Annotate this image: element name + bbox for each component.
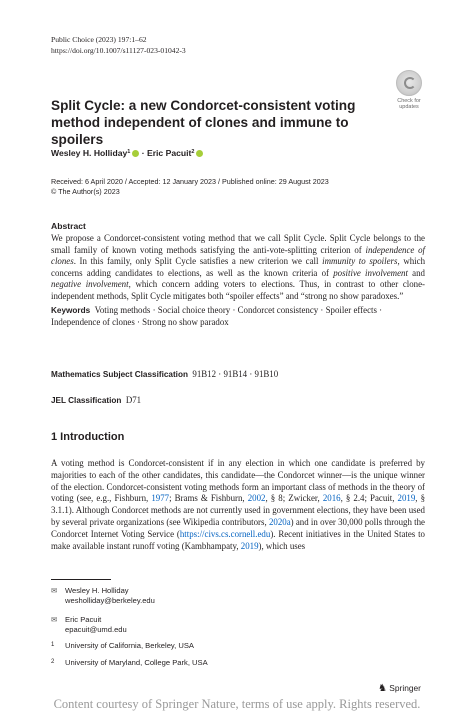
author-name[interactable]: Wesley H. Holliday	[51, 148, 128, 158]
journal-citation: Public Choice (2023) 197:1–62	[51, 35, 147, 44]
citation-link[interactable]: 2019	[397, 493, 416, 504]
publisher-logo: ♞ Springer	[378, 683, 421, 694]
check-for-updates-badge[interactable]: Check for updates	[391, 70, 427, 110]
publication-dates: Received: 6 April 2020 / Accepted: 12 January 2023 / Published online: 29 August 2023 © The Author(s) 2023	[51, 177, 329, 196]
footnote-divider	[51, 579, 111, 580]
civs-url-link[interactable]: https://civs.cs.cornell.edu	[179, 528, 271, 539]
correspondence-email[interactable]: epacuit@umd.edu	[65, 625, 127, 634]
abstract-body: We propose a Condorcet-consistent voting method that we call Split Cycle. Split Cycle belongs to the small family of known voting methods satisfying the anti-vote-splitting criterion of independence of clones. In this family, only Split Cycle satisfies a new criterion we call immunity to spoilers, which concerns adding candidates to elections, as well as the known criteria of positive involvement and negative involvement, which concern adding voters to elections. Thus, in contrast to other clone-independent methods, Split Cycle mitigates both “spoiler effects” and “strong no show paradoxes.”	[51, 233, 426, 301]
correspondence-email[interactable]: wesholliday@berkeley.edu	[65, 596, 155, 605]
springer-horse-icon: ♞	[378, 683, 387, 694]
keywords-label: Keywords	[51, 306, 91, 315]
author-name[interactable]: Eric Pacuit	[146, 148, 192, 158]
keywords	[51, 305, 425, 328]
orcid-icon[interactable]	[196, 150, 203, 157]
author-list: Wesley H. Holliday$^1$ · Eric Pacuit$^2$	[51, 148, 203, 158]
correspondence	[51, 586, 155, 635]
paper-title: Split Cycle: a new Condorcet-consistent voting method independent of clones and immune to spoilers	[51, 98, 356, 147]
journal-header	[51, 35, 186, 56]
citation-link[interactable]: 1977	[151, 493, 170, 504]
citation-link[interactable]: 2002	[247, 493, 266, 504]
citation-link[interactable]: 2020a	[268, 516, 291, 527]
citation-link[interactable]: 2019	[240, 540, 259, 551]
citation-link[interactable]: 2016	[322, 493, 341, 504]
courtesy-notice: Content courtesy of Springer Nature, terms of use apply. Rights reserved.	[53, 697, 421, 711]
msc-classification: Mathematics Subject Classification 91B12 · 91B14 · 91B10	[51, 369, 279, 379]
abstract-heading: Abstract	[51, 221, 86, 231]
correspondence-entry: ✉ Eric Pacuit	[51, 615, 102, 624]
affiliation: 2 University of Maryland, College Park, USA	[51, 658, 208, 667]
affiliation: 1 University of California, Berkeley, USA	[51, 641, 194, 650]
jel-classification: JEL Classification D71	[51, 395, 142, 405]
check-for-updates-icon	[396, 70, 422, 96]
envelope-icon: ✉	[51, 586, 58, 595]
correspondence-entry: ✉ Wesley H. Holliday	[51, 586, 129, 595]
envelope-icon: ✉	[51, 615, 58, 624]
section-heading-introduction: 1 Introduction	[51, 431, 125, 443]
keywords-text: Voting methods · Social choice theory · Condorcet consistency · Spoiler effects · Independence of clones · Strong no show paradox	[51, 305, 383, 327]
journal-doi[interactable]: https://doi.org/10.1007/s11127-023-01042-3	[51, 45, 186, 55]
introduction-body: A voting method is Condorcet-consistent if in any election in which one candidate is preferred by majorities to each of the other candidates, this candidate—the Condorcet winner—is the unique winner of the election. Condorcet-consistent voting methods form an important class of methods in the theory of voting (see, e.g., Fishburn, 1977; Brams & Fishburn, 2002, § 8; Zwicker, 2016, § 2.4; Pacuit, 2019, § 3.1.1). Although Condorcet methods are not currently used in government elections, they have been used by several private organizations (see Wikipedia contributors, 2020a) and in over 30,000 polls through the Condorcet Internet Voting Service (https://civs.cs.cornell.edu). Recent initiatives in the United States to make available instant runoff voting (Kambhampaty, 2019), which uses	[51, 458, 426, 551]
